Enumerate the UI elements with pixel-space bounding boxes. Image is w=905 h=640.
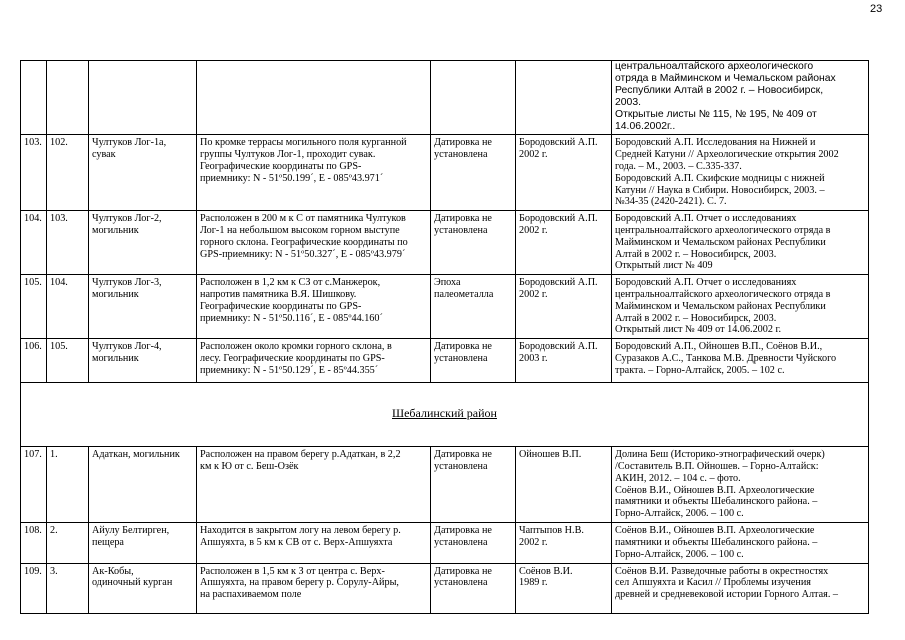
district-title: Шебалинский район: [392, 406, 497, 421]
author-line: 2002 г.: [519, 225, 548, 237]
cell-name: [89, 61, 197, 135]
location-line: лесу. Географические координаты по GPS-: [200, 352, 385, 364]
literature-line: тракта. – Горно-Алтайск, 2005. – 102 с.: [615, 364, 785, 376]
cell-name: [89, 275, 197, 339]
literature-line: Открытый лист № 409 от 14.06.2002 г.: [615, 324, 782, 336]
literature-line: №34-35 (2420-2421). С. 7.: [615, 196, 727, 208]
table-row: [21, 211, 869, 275]
cell-location: [197, 523, 431, 563]
table-row-carry-over: [21, 61, 869, 135]
literature-line: /Составитель В.П. Ойношев. – Горно-Алтайск:: [615, 460, 819, 472]
literature-line: года. – М., 2003. – С.335-337.: [615, 161, 742, 173]
cell-number-in-district: [47, 61, 89, 135]
literature-line: памятники и объекты Шебалинского района. –: [615, 496, 818, 508]
name-line: пещера: [92, 536, 124, 548]
literature-line: Соёнов В.И., Ойношев В.П. Археологические: [615, 525, 815, 537]
location-line: Расположен на правом берегу р.Адаткан, в 2,2: [200, 449, 401, 461]
dating-line: Датировка не: [434, 525, 492, 537]
cell-number: 107.: [21, 447, 47, 523]
cell-number: [21, 61, 47, 135]
cell-author: [516, 447, 612, 523]
literature-line: памятники и объекты Шебалинского района. –: [615, 536, 818, 548]
literature-line: Соёнов В.И., Ойношев В.П. Археологические: [615, 484, 815, 496]
location-line: приемнику: N - 51º50.129´, E - 85º44.355´: [200, 364, 379, 376]
author-line: 2002 г.: [519, 536, 548, 548]
name-line: могильник: [92, 289, 139, 300]
name-line: Чултуков Лог-3,: [92, 277, 162, 289]
cell-dating: [431, 339, 516, 383]
author-line: Соёнов В.И.: [519, 565, 573, 577]
cell-number-in-district: 105.: [47, 339, 89, 383]
monument-registry-table: [20, 60, 869, 614]
literature-line: Бородовский А.П. Исследования на Нижней и: [615, 137, 816, 149]
dating-line: Датировка не: [434, 213, 492, 225]
cell-number-in-district: 2.: [47, 523, 89, 563]
name-line: одиночный курган: [92, 577, 173, 589]
name-line: Чултуков Лог-4,: [92, 341, 162, 353]
cell-name: [89, 563, 197, 613]
dating-line: Датировка не: [434, 565, 492, 577]
location-line: Апшуяхта, в 5 км к СВ от с. Верх-Апшуяхта: [200, 536, 393, 548]
section-cell: [21, 383, 869, 447]
dating-line: установлена: [434, 577, 488, 589]
dating-line: Датировка не: [434, 341, 492, 353]
table-row: [21, 339, 869, 383]
location-line: Расположен около кромки горного склона, в: [200, 341, 392, 353]
cell-number-in-district: 103.: [47, 211, 89, 275]
page-number: 23: [870, 3, 883, 15]
name-line: могильник: [92, 225, 139, 237]
cell-author: [516, 339, 612, 383]
literature-line: Катуни // Наука в Сибири. Новосибирск, 2003. –: [615, 184, 825, 196]
author-line: 2002 г.: [519, 149, 548, 161]
name-line: сувак: [92, 149, 116, 161]
cell-number-in-district: 102.: [47, 135, 89, 211]
literature-line: отряда в Майминском и Чемальском районах: [615, 72, 836, 84]
dating-line: Датировка не: [434, 137, 492, 149]
cell-dating: [431, 563, 516, 613]
cell-name: [89, 523, 197, 563]
cell-author: [516, 523, 612, 563]
table-row: [21, 135, 869, 211]
cell-dating: [431, 61, 516, 135]
dating-line: установлена: [434, 352, 488, 364]
cell-literature: [612, 447, 869, 523]
literature-line: Майминском и Чемальском районах Республики: [615, 300, 826, 312]
cell-number: 103.: [21, 135, 47, 211]
cell-literature: [612, 563, 869, 613]
cell-location: [197, 211, 431, 275]
location-line: на распахиваемом поле: [200, 589, 302, 601]
cell-literature: [612, 339, 869, 383]
location-line: Находится в закрытом логу на левом берегу р.: [200, 525, 401, 537]
location-line: Расположен в 200 м к С от памятника Чултуков: [200, 213, 406, 225]
literature-line: Майминском и Чемальском районах Республики: [615, 236, 826, 248]
dating-line: Датировка не: [434, 449, 492, 461]
literature-line: Средней Катуни // Археологические открытия 2002: [615, 149, 839, 161]
literature-line: центральноалтайского археологического отряда в: [615, 225, 831, 237]
location-line: Расположен в 1,5 км к З от центра с. Верх-: [200, 565, 385, 577]
literature-line: центральноалтайского археологического: [615, 61, 814, 72]
name-line: Адаткан, могильник: [92, 449, 180, 461]
literature-line: центральноалтайского археологического отряда в: [615, 289, 831, 300]
cell-author: [516, 211, 612, 275]
cell-literature: [612, 523, 869, 563]
cell-number: 109.: [21, 563, 47, 613]
author-line: Бородовский А.П.: [519, 137, 598, 149]
cell-literature: [612, 61, 869, 135]
name-line: Айулу Белтирген,: [92, 525, 170, 537]
dating-line: установлена: [434, 536, 488, 548]
cell-number: 108.: [21, 523, 47, 563]
dating-line: установлена: [434, 149, 488, 161]
literature-line: Долина Беш (Историко-этнографический очерк): [615, 449, 825, 461]
author-line: Ойношев В.П.: [519, 449, 582, 461]
literature-line: Горно-Алтайск, 2006. – 100 с.: [615, 508, 744, 520]
literature-line: Соёнов В.И. Разведочные работы в окрестностях: [615, 565, 829, 577]
location-line: По кромке террасы могильного поля курганной: [200, 137, 407, 149]
section-row: [21, 383, 869, 447]
name-line: Чултуков Лог-2,: [92, 213, 162, 225]
location-line: Апшуяхта, на правом берегу р. Сорулу-Айры,: [200, 577, 399, 589]
cell-literature: [612, 275, 869, 339]
cell-dating: [431, 523, 516, 563]
author-line: 1989 г.: [519, 577, 548, 589]
literature-line: Республики Алтай в 2002 г. – Новосибирск,: [615, 84, 824, 96]
location-line: Географические координаты по GPS-: [200, 300, 362, 312]
location-line: горного склона. Географические координаты по: [200, 236, 408, 248]
cell-location: [197, 135, 431, 211]
literature-line: АКИН, 2012. – 104 с. – фото.: [615, 472, 741, 484]
cell-location: [197, 339, 431, 383]
dating-line: Эпоха: [434, 277, 461, 289]
location-line: Лог-1 на небольшом высоком горном выступе: [200, 225, 400, 237]
literature-line: Бородовский А.П. Отчет о исследованиях: [615, 277, 797, 289]
cell-number: 105.: [21, 275, 47, 339]
literature-line: Горно-Алтайск, 2006. – 100 с.: [615, 548, 744, 560]
author-line: Бородовский А.П.: [519, 213, 598, 225]
cell-name: [89, 339, 197, 383]
cell-dating: [431, 135, 516, 211]
cell-location: [197, 447, 431, 523]
table-row: [21, 447, 869, 523]
cell-location: [197, 61, 431, 135]
cell-number-in-district: 3.: [47, 563, 89, 613]
author-line: Бородовский А.П.: [519, 341, 598, 353]
cell-dating: [431, 275, 516, 339]
cell-name: [89, 135, 197, 211]
literature-line: Алтай в 2002 г. – Новосибирск, 2003.: [615, 248, 777, 260]
cell-author: [516, 563, 612, 613]
location-line: Расположен в 1,2 км к СЗ от с.Манжерок,: [200, 277, 381, 289]
cell-number-in-district: 104.: [47, 275, 89, 339]
literature-line: сел Апшуяхта и Касил // Проблемы изучения: [615, 577, 811, 589]
literature-line: 2003.: [615, 96, 642, 108]
author-line: Бородовский А.П.: [519, 277, 598, 289]
location-line: Географические координаты по GPS-: [200, 161, 362, 173]
location-line: приемнику: N - 51º50.116´, E - 085º44.160´: [200, 312, 383, 324]
literature-line: Бородовский А.П. Скифские модницы с нижней: [615, 172, 825, 184]
literature-line: древней и средневековой истории Горного Алтая. –: [615, 589, 839, 601]
literature-line: Алтай в 2002 г. – Новосибирск, 2003.: [615, 312, 777, 324]
author-line: Чаптыпов Н.В.: [519, 525, 584, 537]
location-line: GPS-приемнику: N - 51º50.327´, E - 085º43.979´: [200, 248, 406, 260]
name-line: Чултуков Лог-1а,: [92, 137, 167, 149]
cell-author: [516, 61, 612, 135]
name-line: Ак-Кобы,: [92, 565, 134, 577]
location-line: км к Ю от с. Беш-Озёк: [200, 460, 299, 472]
cell-dating: [431, 211, 516, 275]
cell-number: 104.: [21, 211, 47, 275]
dating-line: палеометалла: [434, 289, 494, 300]
cell-number: 106.: [21, 339, 47, 383]
literature-line: 14.06.2002г..: [615, 120, 676, 132]
cell-literature: [612, 211, 869, 275]
literature-line: Открытый лист № 409: [615, 260, 713, 272]
literature-line: Открытые листы № 115, № 195, № 409 от: [615, 108, 817, 120]
cell-location: [197, 275, 431, 339]
cell-name: [89, 447, 197, 523]
literature-line: Бородовский А.П. Отчет о исследованиях: [615, 213, 797, 225]
cell-author: [516, 275, 612, 339]
author-line: 2002 г.: [519, 289, 548, 300]
dating-line: установлена: [434, 225, 488, 237]
cell-literature: [612, 135, 869, 211]
cell-location: [197, 563, 431, 613]
literature-line: Бородовский А.П., Ойношев В.П., Соёнов В.И.,: [615, 341, 823, 353]
location-line: группы Чултуков Лог-1, проходит сувак.: [200, 149, 376, 161]
table-row: [21, 275, 869, 339]
name-line: могильник: [92, 352, 139, 364]
author-line: 2003 г.: [519, 352, 548, 364]
literature-line: Суразаков А.С., Танкова М.В. Древности Чуйского: [615, 352, 837, 364]
dating-line: установлена: [434, 460, 488, 472]
cell-author: [516, 135, 612, 211]
cell-dating: [431, 447, 516, 523]
cell-number-in-district: 1.: [47, 447, 89, 523]
location-line: напротив памятника В.Я. Шишкову.: [200, 289, 357, 300]
location-line: приемнику: N - 51º50.199´, E - 085º43.971´: [200, 172, 384, 184]
table-row: [21, 563, 869, 613]
cell-name: [89, 211, 197, 275]
table-row: [21, 523, 869, 563]
